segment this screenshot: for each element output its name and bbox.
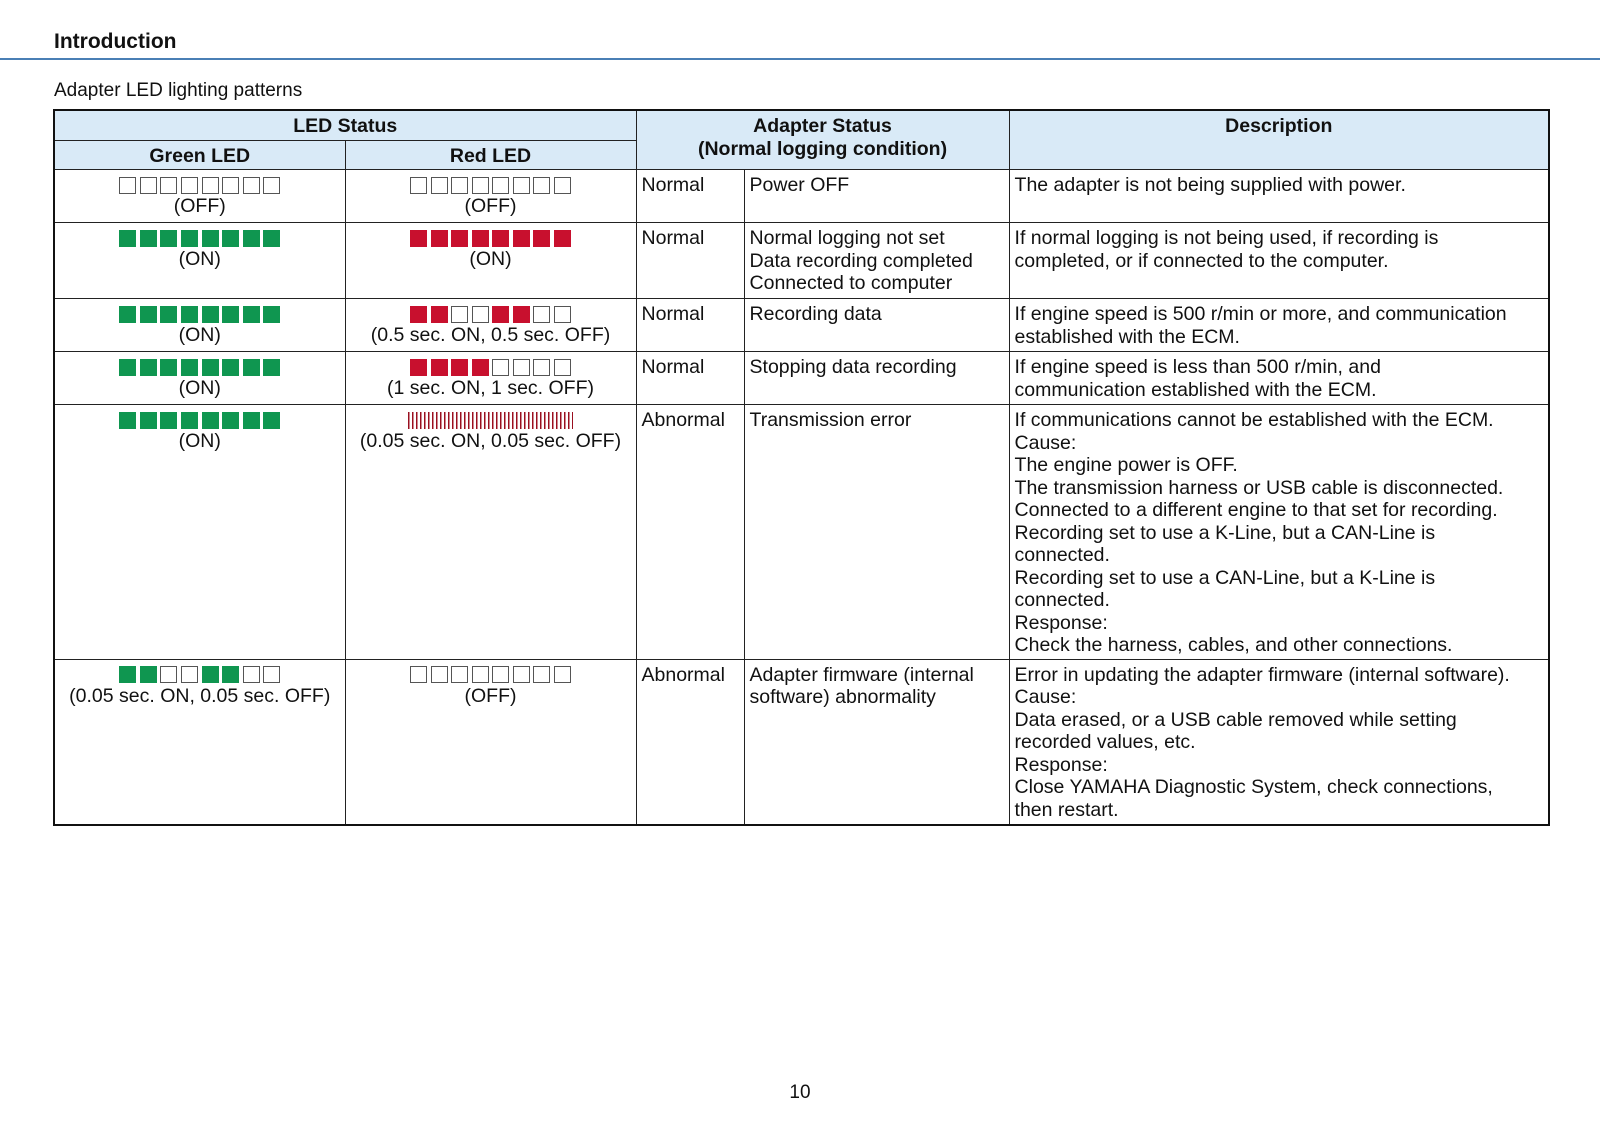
led-on-square: [243, 306, 260, 323]
led-off-square: [451, 306, 468, 323]
led-on-square: [410, 359, 427, 376]
red-led-label: (0.05 sec. ON, 0.05 sec. OFF): [359, 430, 622, 452]
description-cell: [1009, 405, 1549, 660]
red-led-cell: [345, 170, 636, 223]
led-off-square: [160, 177, 177, 194]
led-off-square: [243, 666, 260, 683]
description-line: The transmission harness or USB cable is disconnected.: [1014, 476, 1504, 499]
led-on-square: [119, 359, 136, 376]
description-line: If normal logging is not being used, if recording is: [1014, 227, 1439, 249]
led-on-square: [451, 359, 468, 376]
description-line: Response:: [1014, 611, 1108, 634]
led-on-square: [140, 359, 157, 376]
description-cell: [1009, 223, 1549, 299]
led-on-square: [431, 306, 448, 323]
led-on-square: [202, 230, 219, 247]
section-divider: [0, 58, 1600, 60]
led-off-square: [410, 177, 427, 194]
led-off-square: [451, 177, 468, 194]
description-line: The adapter is not being supplied with power.: [1014, 174, 1406, 196]
section-title: Introduction: [54, 30, 177, 53]
led-off-square: [554, 306, 571, 323]
green-led-cell: [54, 352, 345, 405]
status-line: Data recording completed: [749, 249, 973, 272]
condition-cell: Abnormal: [636, 405, 744, 660]
led-on-square: [263, 412, 280, 429]
red-led-pattern: [350, 410, 632, 430]
led-on-square: [119, 666, 136, 683]
status-line: Transmission error: [749, 409, 912, 431]
led-on-square: [451, 230, 468, 247]
led-on-square: [492, 230, 509, 247]
description-line: Close YAMAHA Diagnostic System, check connections,: [1014, 776, 1493, 798]
led-off-square: [263, 666, 280, 683]
led-on-square: [140, 306, 157, 323]
red-led-cell: [345, 405, 636, 660]
green-led-label: (ON): [178, 430, 221, 452]
led-off-square: [533, 666, 550, 683]
description-cell: [1009, 299, 1549, 352]
status-line: Connected to computer: [749, 272, 953, 294]
table-caption: Adapter LED lighting patterns: [54, 80, 303, 101]
description-line: Data erased, or a USB cable removed while setting: [1014, 708, 1457, 731]
red-led-label: (0.5 sec. ON, 0.5 sec. OFF): [370, 324, 611, 346]
description-line: Cause:: [1014, 431, 1077, 454]
led-off-square: [513, 666, 530, 683]
led-on-square: [222, 359, 239, 376]
led-off-square: [140, 177, 157, 194]
description-line: completed, or if connected to the computer.: [1014, 249, 1389, 272]
status-line: Recording data: [749, 303, 882, 325]
led-on-square: [410, 230, 427, 247]
led-off-square: [263, 177, 280, 194]
description-line: Check the harness, cables, and other connections.: [1014, 634, 1453, 656]
green-led-label: (ON): [178, 324, 221, 346]
red-led-header: Red LED: [345, 140, 636, 170]
led-on-square: [202, 306, 219, 323]
adapter-status-cell: [744, 352, 1009, 405]
led-off-square: [554, 177, 571, 194]
led-on-square: [263, 306, 280, 323]
led-on-square: [243, 230, 260, 247]
led-on-square: [181, 359, 198, 376]
led-off-square: [431, 666, 448, 683]
led-off-square: [472, 177, 489, 194]
status-line: Adapter firmware (internal: [749, 663, 974, 686]
led-on-square: [513, 306, 530, 323]
description-line: recorded values, etc.: [1014, 731, 1196, 753]
led-on-square: [202, 412, 219, 429]
led-on-square: [119, 306, 136, 323]
led-on-square: [202, 666, 219, 683]
adapter-status-header-line1: Adapter Status: [753, 115, 892, 137]
led-on-square: [160, 412, 177, 429]
red-led-pattern: [350, 175, 632, 195]
green-led-pattern: [59, 357, 341, 377]
green-led-pattern: [59, 665, 341, 685]
description-line: connected.: [1014, 589, 1110, 611]
led-off-square: [492, 666, 509, 683]
condition-cell: Abnormal: [636, 659, 744, 825]
green-led-label: (0.05 sec. ON, 0.05 sec. OFF): [69, 684, 331, 707]
adapter-status-cell: [744, 223, 1009, 299]
led-on-square: [222, 666, 239, 683]
green-led-cell: [54, 223, 345, 299]
led-on-square: [140, 230, 157, 247]
led-on-square: [410, 306, 427, 323]
condition-cell: Normal: [636, 223, 744, 299]
led-on-square: [222, 306, 239, 323]
red-led-label: (ON): [469, 248, 512, 270]
red-led-cell: [345, 659, 636, 825]
led-on-square: [263, 359, 280, 376]
led-off-square: [119, 177, 136, 194]
page-number: 10: [789, 1082, 811, 1103]
led-on-square: [554, 230, 571, 247]
led-off-square: [472, 306, 489, 323]
description-line: then restart.: [1014, 798, 1119, 821]
red-led-pattern: [350, 665, 632, 685]
condition-cell: Normal: [636, 299, 744, 352]
led-on-square: [492, 306, 509, 323]
status-line: Stopping data recording: [749, 356, 957, 378]
led-on-square: [472, 359, 489, 376]
led-on-square: [202, 359, 219, 376]
description-line: communication established with the ECM.: [1014, 378, 1377, 401]
led-on-square: [140, 666, 157, 683]
description-line: Response:: [1014, 753, 1108, 776]
led-on-square: [431, 359, 448, 376]
led-off-square: [431, 177, 448, 194]
description-line: If engine speed is less than 500 r/min, and: [1014, 356, 1381, 378]
led-off-square: [554, 359, 571, 376]
green-led-cell: [54, 405, 345, 660]
led-status-header: LED Status: [54, 110, 636, 140]
led-off-square: [533, 306, 550, 323]
adapter-status-header-line2: (Normal logging condition): [697, 137, 948, 160]
led-on-square: [243, 359, 260, 376]
led-off-square: [472, 666, 489, 683]
green-led-pattern: [59, 175, 341, 195]
led-off-square: [533, 359, 550, 376]
led-on-square: [181, 230, 198, 247]
adapter-status-cell: [744, 405, 1009, 660]
description-cell: [1009, 659, 1549, 825]
led-off-square: [492, 177, 509, 194]
condition-cell: Normal: [636, 170, 744, 223]
led-on-square: [472, 230, 489, 247]
description-cell: [1009, 170, 1549, 223]
adapter-status-cell: [744, 170, 1009, 223]
led-off-square: [202, 177, 219, 194]
red-led-label: (1 sec. ON, 1 sec. OFF): [387, 377, 594, 399]
green-led-pattern: [59, 410, 341, 430]
adapter-status-cell: [744, 299, 1009, 352]
green-led-header: Green LED: [54, 140, 345, 170]
status-line: Normal logging not set: [749, 227, 945, 249]
description-line: Error in updating the adapter firmware (internal software).: [1014, 663, 1510, 686]
green-led-label: (ON): [178, 377, 221, 399]
led-on-square: [140, 412, 157, 429]
led-on-square: [222, 412, 239, 429]
green-led-cell: [54, 299, 345, 352]
led-off-square: [513, 359, 530, 376]
led-on-square: [160, 306, 177, 323]
led-off-square: [181, 666, 198, 683]
red-led-pattern: [350, 228, 632, 248]
red-led-cell: [345, 299, 636, 352]
led-off-square: [222, 177, 239, 194]
led-on-square: [533, 230, 550, 247]
table-row: [54, 405, 1549, 660]
table-row: [54, 659, 1549, 825]
status-line: Power OFF: [749, 174, 850, 196]
green-led-label: (OFF): [173, 195, 226, 217]
status-line: software) abnormality: [749, 686, 936, 708]
table-row: [54, 299, 1549, 352]
red-led-label: (OFF): [464, 195, 517, 217]
description-line: If communications cannot be established with the ECM.: [1014, 409, 1494, 431]
table-row: [54, 352, 1549, 405]
led-on-square: [119, 412, 136, 429]
table-row: [54, 170, 1549, 223]
table-row: [54, 223, 1549, 299]
green-led-cell: [54, 659, 345, 825]
description-header: Description: [1009, 110, 1549, 170]
red-led-label: (OFF): [464, 684, 517, 707]
adapter-status-cell: [744, 659, 1009, 825]
red-led-pattern: [350, 357, 632, 377]
condition-cell: Normal: [636, 352, 744, 405]
description-line: The engine power is OFF.: [1014, 454, 1238, 476]
led-off-square: [243, 177, 260, 194]
led-off-square: [513, 177, 530, 194]
led-off-square: [410, 666, 427, 683]
green-led-label: (ON): [178, 248, 221, 270]
blink-fast-indicator: [408, 412, 573, 429]
led-off-square: [160, 666, 177, 683]
description-line: Recording set to use a K-Line, but a CAN-Line is: [1014, 521, 1436, 544]
led-on-square: [513, 230, 530, 247]
led-off-square: [181, 177, 198, 194]
led-on-square: [263, 230, 280, 247]
green-led-pattern: [59, 228, 341, 248]
led-on-square: [181, 306, 198, 323]
description-line: established with the ECM.: [1014, 325, 1240, 348]
led-on-square: [431, 230, 448, 247]
led-off-square: [451, 666, 468, 683]
red-led-cell: [345, 223, 636, 299]
led-on-square: [181, 412, 198, 429]
led-on-square: [160, 230, 177, 247]
description-cell: [1009, 352, 1549, 405]
led-on-square: [222, 230, 239, 247]
red-led-pattern: [350, 304, 632, 324]
description-line: Connected to a different engine to that set for recording.: [1014, 499, 1498, 521]
led-on-square: [243, 412, 260, 429]
description-line: If engine speed is 500 r/min or more, and communication: [1014, 303, 1507, 325]
description-line: connected.: [1014, 544, 1110, 566]
led-off-square: [554, 666, 571, 683]
adapter-status-header: [636, 110, 1009, 170]
led-on-square: [160, 359, 177, 376]
led-off-square: [492, 359, 509, 376]
led-off-square: [533, 177, 550, 194]
description-line: Recording set to use a CAN-Line, but a K-Line is: [1014, 566, 1436, 589]
led-on-square: [119, 230, 136, 247]
red-led-cell: [345, 352, 636, 405]
green-led-pattern: [59, 304, 341, 324]
description-line: Cause:: [1014, 686, 1077, 708]
green-led-cell: [54, 170, 345, 223]
led-patterns-table: [53, 109, 1550, 826]
